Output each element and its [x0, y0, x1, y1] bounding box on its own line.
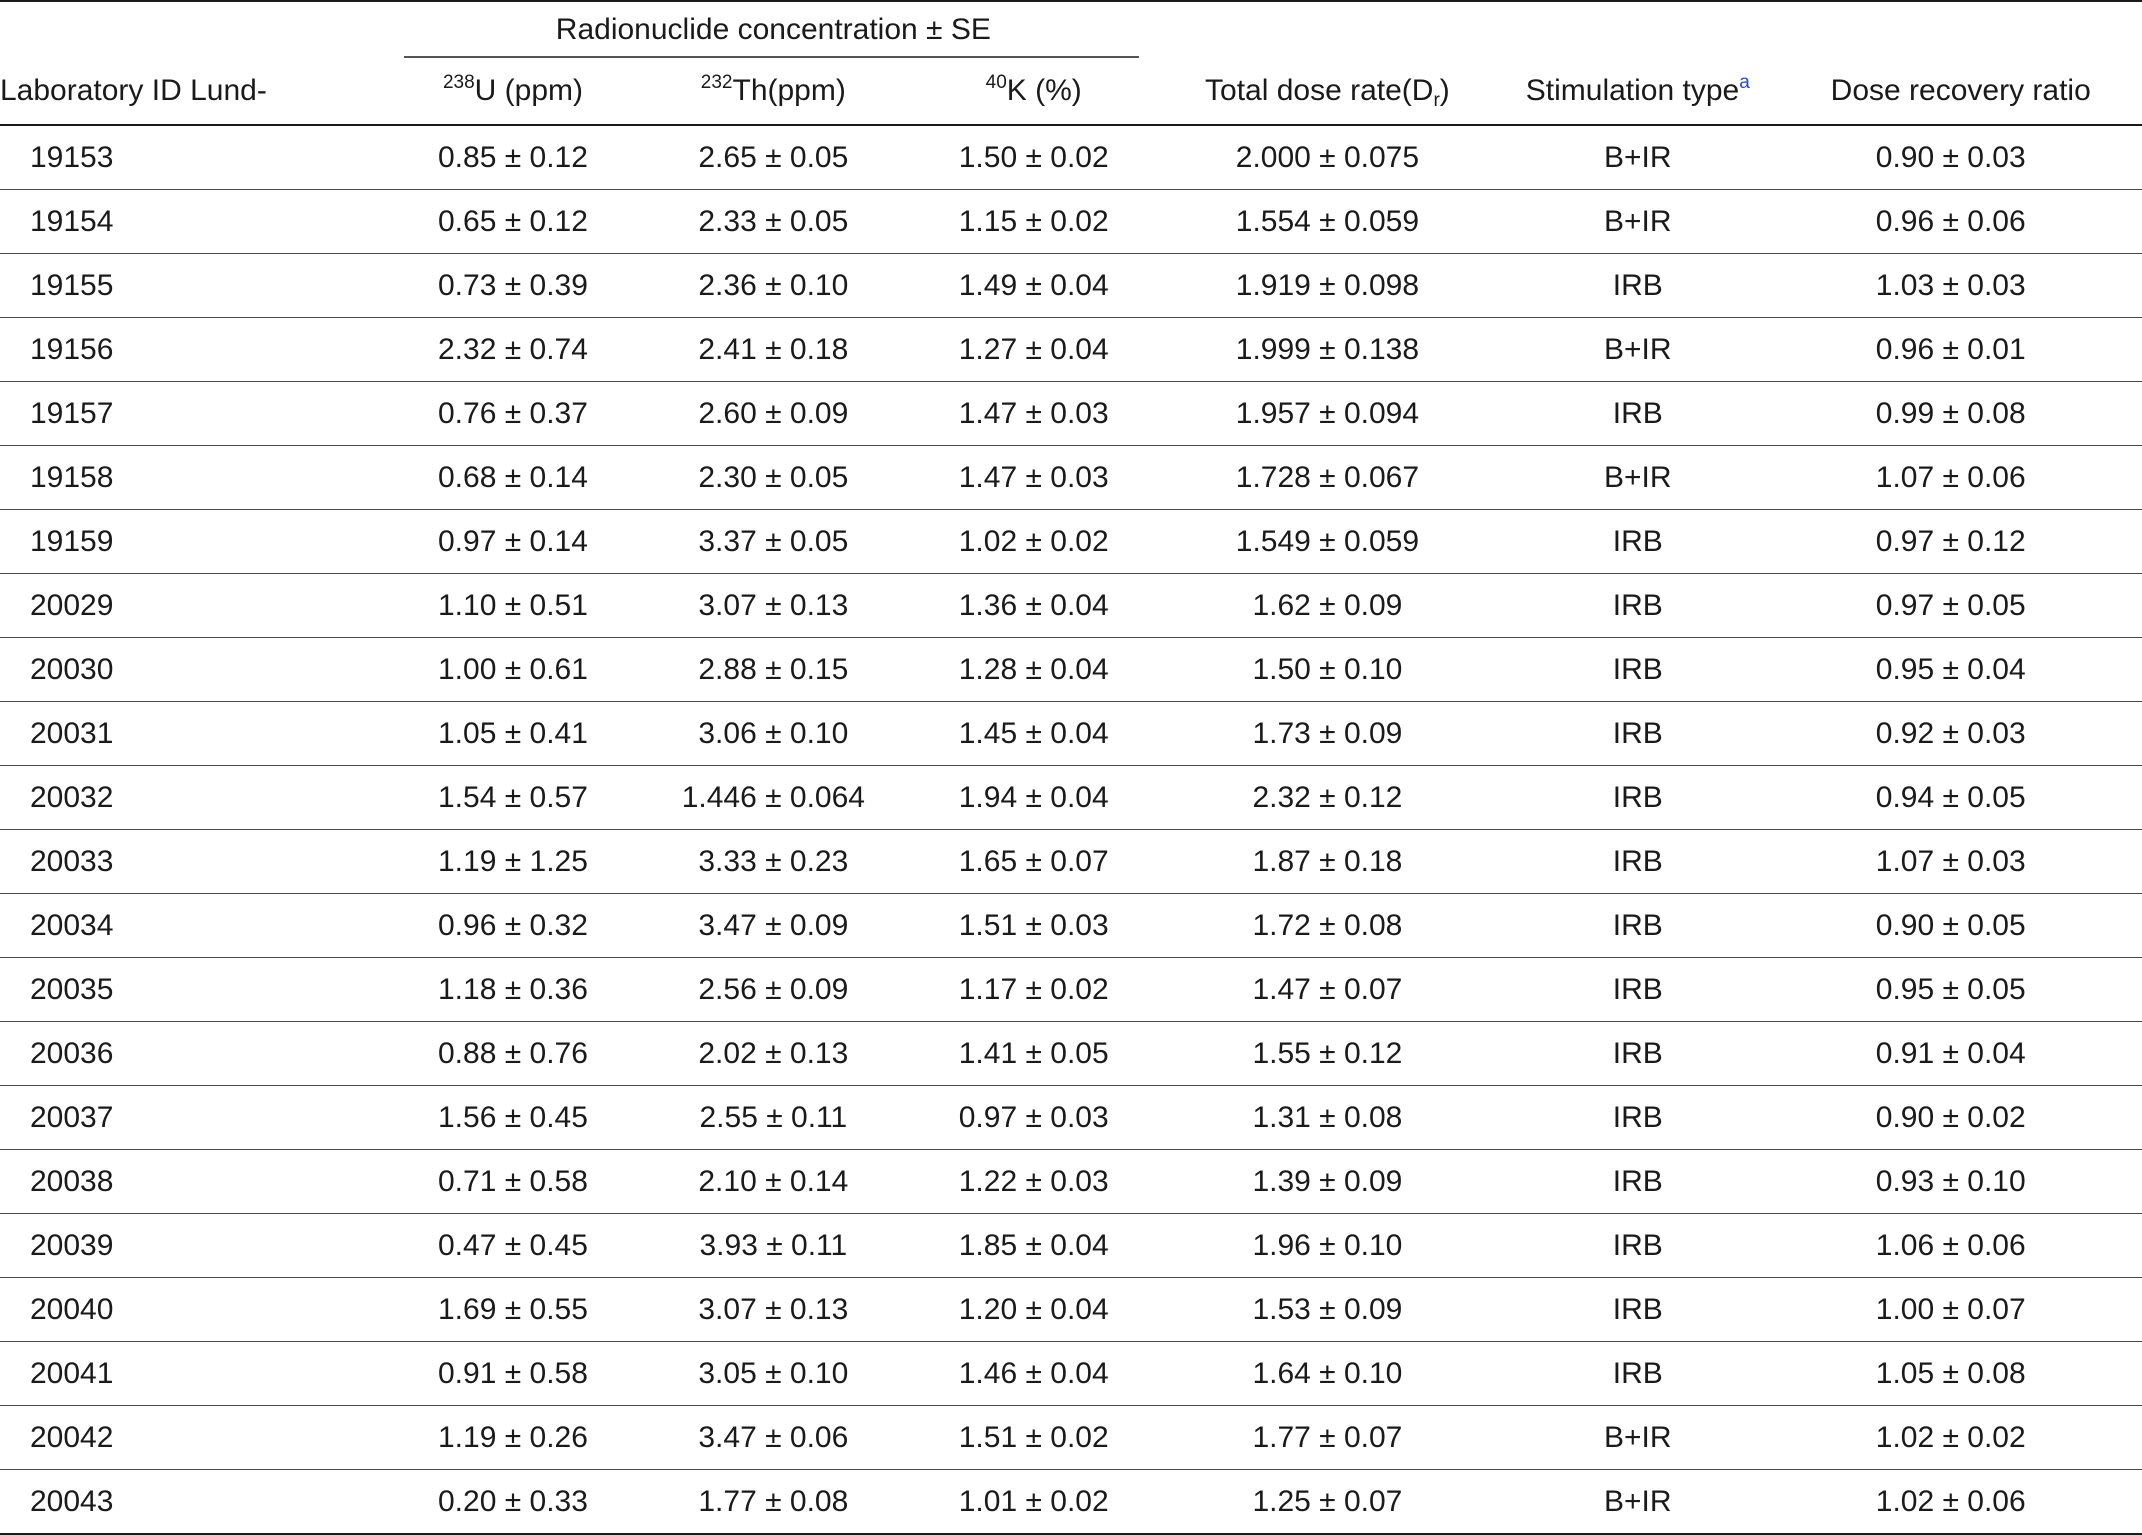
cell-lab-id: 19159	[0, 510, 388, 574]
cell-uranium: 1.19 ± 1.25	[388, 830, 638, 894]
cell-dose-rate: 1.87 ± 0.18	[1159, 830, 1496, 894]
cell-dose-rate: 1.554 ± 0.059	[1159, 190, 1496, 254]
table-row	[0, 702, 2142, 766]
cell-stimulation: B+IR	[1604, 1484, 1672, 1518]
cell-recovery-ratio: 0.92 ± 0.03	[1779, 702, 2142, 766]
stimulation-footnote-link[interactable]: a	[1739, 72, 1750, 93]
cell-uranium: 1.05 ± 0.41	[388, 702, 638, 766]
cell-potassium: 1.47 ± 0.03	[909, 446, 1159, 510]
dose-rate-header-text: Total dose rate(D	[1205, 74, 1434, 107]
cell-dose-rate: 1.72 ± 0.08	[1159, 894, 1496, 958]
cell-uranium: 0.88 ± 0.76	[388, 1022, 638, 1086]
table-row	[0, 638, 2142, 702]
cell-thorium: 3.93 ± 0.11	[638, 1214, 909, 1278]
cell-thorium: 1.77 ± 0.08	[698, 1484, 849, 1518]
cell-thorium: 2.65 ± 0.05	[638, 125, 909, 190]
radionuclide-group-title: Radionuclide concentration ± SE	[555, 13, 991, 46]
cell-lab-id: 20037	[0, 1086, 388, 1150]
table-body	[0, 125, 2142, 1534]
cell-uranium: 2.32 ± 0.74	[388, 318, 638, 382]
cell-stimulation: IRB	[1496, 766, 1779, 830]
cell-dose-rate: 1.96 ± 0.10	[1159, 1214, 1496, 1278]
cell-potassium: 1.36 ± 0.04	[909, 574, 1159, 638]
uranium-isotope-number: 238	[442, 72, 475, 93]
cell-potassium: 1.01 ± 0.02	[958, 1484, 1109, 1518]
table-row	[0, 382, 2142, 446]
cell-potassium: 1.20 ± 0.04	[909, 1278, 1159, 1342]
cell-uranium: 0.47 ± 0.45	[388, 1214, 638, 1278]
cell-lab-id: 19158	[0, 446, 388, 510]
cell-thorium: 3.47 ± 0.09	[638, 894, 909, 958]
cell-uranium: 0.76 ± 0.37	[388, 382, 638, 446]
cell-stimulation: B+IR	[1496, 318, 1779, 382]
cell-stimulation: IRB	[1496, 702, 1779, 766]
cell-recovery-ratio: 0.94 ± 0.05	[1779, 766, 2142, 830]
cell-lab-id: 20039	[0, 1214, 388, 1278]
cell-potassium: 1.17 ± 0.02	[909, 958, 1159, 1022]
lab-id-header-text: Laboratory ID Lund-	[0, 74, 267, 107]
cell-uranium: 0.68 ± 0.14	[388, 446, 638, 510]
cell-stimulation: IRB	[1496, 830, 1779, 894]
cell-thorium: 2.60 ± 0.09	[638, 382, 909, 446]
cell-stimulation: IRB	[1496, 510, 1779, 574]
cell-uranium: 1.69 ± 0.55	[388, 1278, 638, 1342]
cell-recovery-ratio: 0.96 ± 0.06	[1779, 190, 2142, 254]
cell-dose-rate: 1.919 ± 0.098	[1159, 254, 1496, 318]
table-row	[0, 318, 2142, 382]
table-row	[0, 958, 2142, 1022]
cell-potassium: 1.50 ± 0.02	[909, 125, 1159, 190]
cell-recovery-ratio: 0.95 ± 0.05	[1779, 958, 2142, 1022]
header-group-row	[0, 1, 2142, 58]
table-row	[0, 1086, 2142, 1150]
cell-lab-id: 20042	[0, 1406, 388, 1470]
table-row	[0, 446, 2142, 510]
cell-potassium: 1.51 ± 0.02	[909, 1406, 1159, 1470]
cell-dose-rate: 1.31 ± 0.08	[1159, 1086, 1496, 1150]
cell-thorium: 2.36 ± 0.10	[638, 254, 909, 318]
cell-uranium: 0.71 ± 0.58	[388, 1150, 638, 1214]
cell-uranium: 0.20 ± 0.33	[438, 1484, 588, 1518]
cell-uranium: 1.54 ± 0.57	[388, 766, 638, 830]
table-row	[0, 574, 2142, 638]
cell-dose-rate: 1.64 ± 0.10	[1159, 1342, 1496, 1406]
cell-thorium: 2.10 ± 0.14	[638, 1150, 909, 1214]
cell-thorium: 2.88 ± 0.15	[638, 638, 909, 702]
cell-recovery-ratio: 0.90 ± 0.05	[1779, 894, 2142, 958]
cell-lab-id: 20040	[0, 1278, 388, 1342]
cell-potassium: 1.49 ± 0.04	[909, 254, 1159, 318]
table-row	[0, 1278, 2142, 1342]
cell-stimulation: IRB	[1496, 638, 1779, 702]
cell-stimulation: IRB	[1496, 894, 1779, 958]
cell-stimulation: IRB	[1496, 1022, 1779, 1086]
cell-uranium: 0.65 ± 0.12	[388, 190, 638, 254]
table-row	[0, 125, 2142, 190]
uranium-header-text: U (ppm)	[474, 74, 583, 107]
cell-recovery-ratio: 0.91 ± 0.04	[1779, 1022, 2142, 1086]
cell-dose-rate: 1.77 ± 0.07	[1159, 1406, 1496, 1470]
potassium-header-text: K (%)	[1006, 74, 1082, 107]
cell-recovery-ratio: 1.07 ± 0.06	[1779, 446, 2142, 510]
cell-dose-rate: 1.999 ± 0.138	[1159, 318, 1496, 382]
cell-lab-id: 20033	[0, 830, 388, 894]
cell-recovery-ratio: 1.02 ± 0.06	[1875, 1484, 2026, 1518]
cell-lab-id: 20030	[0, 638, 388, 702]
cell-lab-id: 19155	[0, 254, 388, 318]
cell-lab-id: 19154	[0, 190, 388, 254]
cell-stimulation: IRB	[1496, 1278, 1779, 1342]
cell-lab-id: 20036	[0, 1022, 388, 1086]
header-spacer-id	[0, 1, 388, 58]
table-row	[0, 1150, 2142, 1214]
column-header-dose-rate	[1159, 58, 1496, 125]
cell-thorium: 3.07 ± 0.13	[638, 1278, 909, 1342]
cell-thorium: 2.33 ± 0.05	[638, 190, 909, 254]
cell-recovery-ratio: 1.00 ± 0.07	[1779, 1278, 2142, 1342]
cell-lab-id: 20043	[30, 1484, 114, 1518]
potassium-isotope-number: 40	[985, 72, 1007, 93]
cell-stimulation: IRB	[1496, 574, 1779, 638]
cell-lab-id: 20041	[0, 1342, 388, 1406]
column-header-recovery	[1779, 58, 2142, 125]
cell-dose-rate: 1.50 ± 0.10	[1159, 638, 1496, 702]
cell-potassium: 1.02 ± 0.02	[909, 510, 1159, 574]
cell-recovery-ratio: 0.96 ± 0.01	[1779, 318, 2142, 382]
cell-dose-rate: 1.728 ± 0.067	[1159, 446, 1496, 510]
cell-stimulation: IRB	[1496, 1086, 1779, 1150]
column-header-thorium	[638, 58, 909, 125]
cell-dose-rate: 1.55 ± 0.12	[1159, 1022, 1496, 1086]
cell-dose-rate: 1.73 ± 0.09	[1159, 702, 1496, 766]
cell-lab-id: 19156	[0, 318, 388, 382]
cell-stimulation: IRB	[1496, 254, 1779, 318]
cell-thorium: 2.55 ± 0.11	[638, 1086, 909, 1150]
cell-recovery-ratio: 1.05 ± 0.08	[1779, 1342, 2142, 1406]
column-header-stimulation	[1496, 58, 1779, 125]
thorium-header-text: Th(ppm)	[732, 74, 846, 107]
cell-dose-rate: 1.549 ± 0.059	[1159, 510, 1496, 574]
cell-lab-id: 19157	[0, 382, 388, 446]
cell-potassium: 1.94 ± 0.04	[909, 766, 1159, 830]
radionuclide-group-header	[388, 1, 1159, 58]
table-row	[0, 510, 2142, 574]
cell-thorium: 3.06 ± 0.10	[638, 702, 909, 766]
table-row	[0, 254, 2142, 318]
column-header-potassium	[909, 58, 1159, 125]
cell-potassium: 1.27 ± 0.04	[909, 318, 1159, 382]
cell-recovery-ratio: 0.93 ± 0.10	[1779, 1150, 2142, 1214]
table-row	[0, 1470, 2142, 1535]
cell-dose-rate: 1.47 ± 0.07	[1159, 958, 1496, 1022]
cell-potassium: 1.45 ± 0.04	[909, 702, 1159, 766]
cell-recovery-ratio: 0.90 ± 0.03	[1779, 125, 2142, 190]
table-row	[0, 894, 2142, 958]
stimulation-header-text: Stimulation type	[1525, 74, 1740, 107]
table-row	[0, 1022, 2142, 1086]
cell-uranium: 1.18 ± 0.36	[388, 958, 638, 1022]
thorium-isotope-number: 232	[700, 72, 733, 93]
cell-uranium: 0.85 ± 0.12	[388, 125, 638, 190]
cell-uranium: 0.91 ± 0.58	[388, 1342, 638, 1406]
header-spacer-dose-rate	[1159, 1, 1496, 58]
cell-dose-rate: 1.957 ± 0.094	[1159, 382, 1496, 446]
cell-potassium: 1.85 ± 0.04	[909, 1214, 1159, 1278]
column-header-uranium	[388, 58, 638, 125]
cell-potassium: 1.22 ± 0.03	[909, 1150, 1159, 1214]
cell-recovery-ratio: 0.95 ± 0.04	[1779, 638, 2142, 702]
cell-recovery-ratio: 0.90 ± 0.02	[1779, 1086, 2142, 1150]
cell-potassium: 1.47 ± 0.03	[909, 382, 1159, 446]
cell-potassium: 1.46 ± 0.04	[909, 1342, 1159, 1406]
cell-stimulation: B+IR	[1496, 446, 1779, 510]
cell-thorium: 1.446 ± 0.064	[638, 766, 909, 830]
cell-uranium: 1.00 ± 0.61	[388, 638, 638, 702]
cell-lab-id: 20031	[0, 702, 388, 766]
cell-uranium: 0.97 ± 0.14	[388, 510, 638, 574]
header-spacer-recovery	[1779, 1, 2142, 58]
table-row	[0, 1342, 2142, 1406]
cell-dose-rate: 1.25 ± 0.07	[1252, 1484, 1403, 1518]
cell-thorium: 3.37 ± 0.05	[638, 510, 909, 574]
cell-thorium: 2.56 ± 0.09	[638, 958, 909, 1022]
cell-lab-id: 20038	[0, 1150, 388, 1214]
cell-thorium: 2.30 ± 0.05	[638, 446, 909, 510]
cell-stimulation: IRB	[1496, 1214, 1779, 1278]
cell-dose-rate: 2.000 ± 0.075	[1159, 125, 1496, 190]
header-spacer-stimulation	[1496, 1, 1779, 58]
cell-recovery-ratio: 1.03 ± 0.03	[1779, 254, 2142, 318]
dose-rate-header-close: )	[1439, 74, 1450, 107]
cell-thorium: 3.33 ± 0.23	[638, 830, 909, 894]
cell-uranium: 0.96 ± 0.32	[388, 894, 638, 958]
cell-lab-id: 19153	[0, 125, 388, 190]
cell-thorium: 2.41 ± 0.18	[638, 318, 909, 382]
cell-lab-id: 20035	[0, 958, 388, 1022]
cell-thorium: 3.47 ± 0.06	[638, 1406, 909, 1470]
cell-potassium: 1.15 ± 0.02	[909, 190, 1159, 254]
cell-dose-rate: 1.53 ± 0.09	[1159, 1278, 1496, 1342]
cell-potassium: 0.97 ± 0.03	[909, 1086, 1159, 1150]
cell-lab-id: 20029	[0, 574, 388, 638]
cell-recovery-ratio: 1.07 ± 0.03	[1779, 830, 2142, 894]
table-row	[0, 830, 2142, 894]
cell-uranium: 1.10 ± 0.51	[388, 574, 638, 638]
cell-stimulation: IRB	[1496, 1150, 1779, 1214]
cell-stimulation: IRB	[1496, 1342, 1779, 1406]
table-header	[0, 1, 2142, 125]
cell-potassium: 1.65 ± 0.07	[909, 830, 1159, 894]
cell-thorium: 2.02 ± 0.13	[638, 1022, 909, 1086]
cell-recovery-ratio: 0.99 ± 0.08	[1779, 382, 2142, 446]
cell-stimulation: B+IR	[1496, 125, 1779, 190]
cell-potassium: 1.41 ± 0.05	[909, 1022, 1159, 1086]
group-underline	[404, 56, 1139, 58]
table-row	[0, 1406, 2142, 1470]
cell-recovery-ratio: 0.97 ± 0.05	[1779, 574, 2142, 638]
table-row	[0, 190, 2142, 254]
cell-stimulation: B+IR	[1496, 1406, 1779, 1470]
cell-uranium: 1.56 ± 0.45	[388, 1086, 638, 1150]
recovery-header-text: Dose recovery ratio	[1830, 74, 2091, 107]
cell-dose-rate: 2.32 ± 0.12	[1159, 766, 1496, 830]
cell-stimulation: B+IR	[1496, 190, 1779, 254]
cell-uranium: 0.73 ± 0.39	[388, 254, 638, 318]
cell-lab-id: 20032	[0, 766, 388, 830]
cell-stimulation: IRB	[1496, 382, 1779, 446]
cell-dose-rate: 1.39 ± 0.09	[1159, 1150, 1496, 1214]
cell-recovery-ratio: 0.97 ± 0.12	[1779, 510, 2142, 574]
cell-uranium: 1.19 ± 0.26	[388, 1406, 638, 1470]
cell-dose-rate: 1.62 ± 0.09	[1159, 574, 1496, 638]
table-row	[0, 766, 2142, 830]
cell-potassium: 1.51 ± 0.03	[909, 894, 1159, 958]
cell-thorium: 3.05 ± 0.10	[638, 1342, 909, 1406]
cell-lab-id: 20034	[0, 894, 388, 958]
dose-rate-subscript: r	[1433, 90, 1440, 111]
cell-stimulation: IRB	[1496, 958, 1779, 1022]
cell-recovery-ratio: 1.06 ± 0.06	[1779, 1214, 2142, 1278]
table-row	[0, 1214, 2142, 1278]
header-label-row	[0, 58, 2142, 125]
cell-thorium: 3.07 ± 0.13	[638, 574, 909, 638]
cell-potassium: 1.28 ± 0.04	[909, 638, 1159, 702]
column-header-lab-id	[0, 58, 388, 125]
cell-recovery-ratio: 1.02 ± 0.02	[1779, 1406, 2142, 1470]
